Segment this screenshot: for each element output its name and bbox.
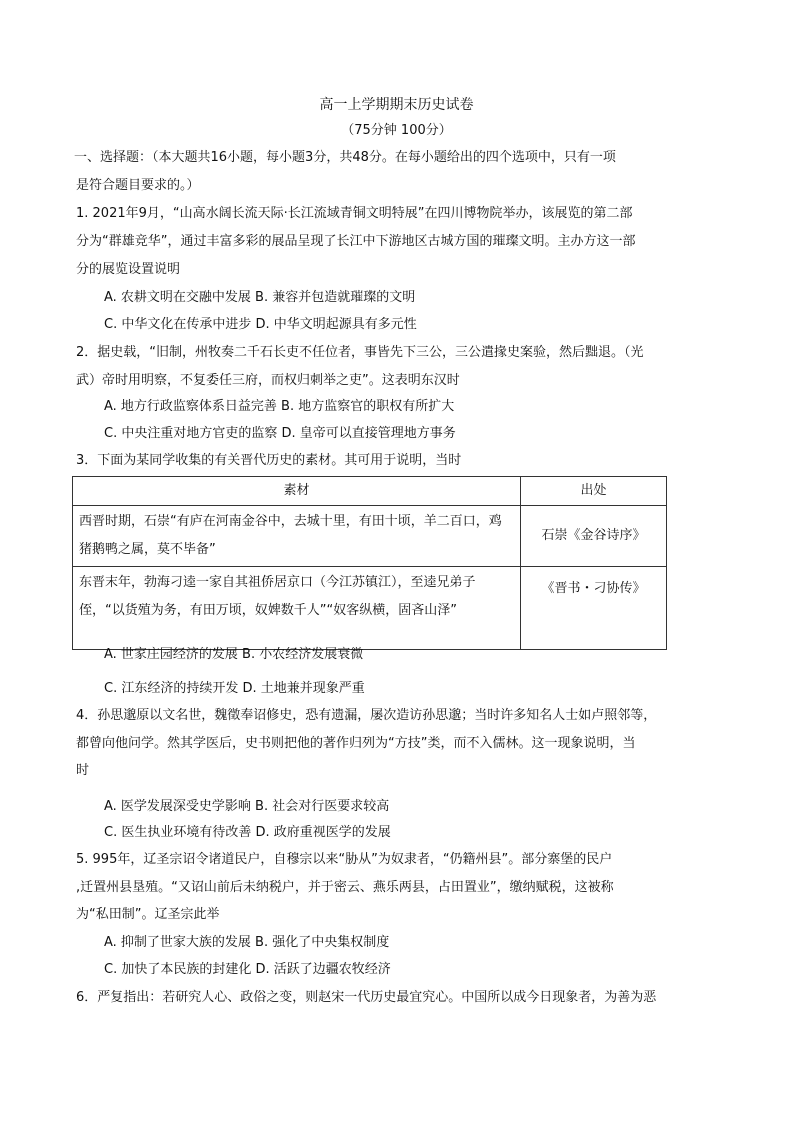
q4-stem-line1: 4．孙思邈原以文名世，魏徵奉诏修史，恐有遗漏，屡次造访孙思邈；当时许多知名人士如卢照邻等， (76, 708, 657, 723)
q5-stem-line1: 5. 995年，辽圣宗诏令诸道民户，自穆宗以来“胁从”为奴隶者，“仍籍州县”。部分寨堡的民户 (76, 852, 613, 867)
q5-options-cd: C. 加快了本民族的封建化 D. 活跃了边疆农牧经济 (104, 962, 391, 977)
q2-options-ab: A. 地方行政监察体系日益完善 B. 地方监察官的职权有所扩大 (104, 399, 455, 414)
q5-stem-line3: 为“私田制”。辽圣宗此举 (76, 907, 220, 922)
section-instructions-line1: 一、选择题：（本大题共16小题，每小题3分，共48分。在每小题给出的四个选项中，只有一项 (74, 150, 616, 165)
table-cell-material-1: 西晋时期，石崇“有庐在河南金谷中，去城十里，有田十顷，羊二百口，鸡猪鹅鸭之属，莫不毕备” (73, 506, 521, 567)
q5-options-ab: A. 抑制了世家大族的发展 B. 强化了中央集权制度 (104, 935, 390, 950)
q2-stem-line2: 武）帝时用明察，不复委任三府，而权归刺举之吏”。这表明东汉时 (76, 373, 460, 388)
q1-stem-line2: 分为“群雄竞华”，通过丰富多彩的展品呈现了长江中下游地区古城方国的璀璨文明。主办方这一部 (76, 234, 636, 249)
q1-options-ab: A. 农耕文明在交融中发展 B. 兼容并包造就璀璨的文明 (104, 290, 416, 305)
table-cell-source-1: 石崇《金谷诗序》 (521, 506, 667, 567)
table-header-row (73, 477, 667, 506)
q4-stem-line2: 都曾向他问学。然其学医后，史书则把他的著作归列为“方技”类，而不入儒林。这一现象说明，当 (76, 736, 636, 751)
q6-stem-line1: 6．严复指出：若研究人心、政俗之变，则赵宋一代历史最宜究心。中国所以成今日现象者，为善为恶 (76, 990, 657, 1005)
q2-options-cd: C. 中央注重对地方官吏的监察 D. 皇帝可以直接管理地方事务 (104, 426, 456, 441)
q5-stem-line2: ,迁置州县垦殖。“又诏山前后未纳税户，并于密云、燕乐两县，占田置业”，缴纳赋税，这被称 (76, 880, 614, 895)
q4-options-cd: C. 医生执业环境有待改善 D. 政府重视医学的发展 (104, 825, 391, 840)
q3-stem-line1: 3．下面为某同学收集的有关晋代历史的素材。其可用于说明，当时 (76, 453, 462, 468)
q1-stem-line3: 分的展览设置说明 (76, 262, 181, 277)
table-header-material: 素材 (73, 477, 521, 506)
q4-options-ab: A. 医学发展深受史学影响 B. 社会对行医要求较高 (104, 799, 390, 814)
q3-source-table (72, 476, 667, 650)
q1-stem-line1: 1. 2021年9月，“山高水阔长流天际·长江流域青铜文明特展”在四川博物院举办，该展览的第二部 (76, 206, 633, 221)
table-cell-material-2: 东晋末年，勃海刁逵一家自其祖侨居京口（今江苏镇江），至逵兄弟子侄，“以货殖为务，有田万顷，奴婢数千人”“奴客纵横，固吝山泽” (73, 567, 521, 650)
section-instructions-line2: 是符合题目要求的。） (76, 178, 200, 193)
table-cell-source-2: 《晋书・刁协传》 (521, 567, 667, 650)
table-header-source: 出处 (521, 477, 667, 506)
q4-stem-line3: 时 (76, 763, 90, 778)
q1-options-cd: C. 中华文化在传承中进步 D. 中华文明起源具有多元性 (104, 317, 417, 332)
q2-stem-line1: 2．据史载，“旧制，州牧奏二千石长吏不任位者，事皆先下三公，三公遣掾史案验，然后黜退。（光 (76, 345, 644, 360)
table-row (73, 506, 667, 567)
exam-subtitle: （75分钟 100分） (341, 123, 452, 138)
q3-options-ab: A. 世家庄园经济的发展 B. 小农经济发展衰微 (104, 647, 364, 662)
exam-title: 高一上学期期末历史试卷 (319, 97, 474, 113)
q3-options-cd: C. 江东经济的持续开发 D. 土地兼并现象严重 (104, 681, 365, 696)
table-row (73, 567, 667, 650)
